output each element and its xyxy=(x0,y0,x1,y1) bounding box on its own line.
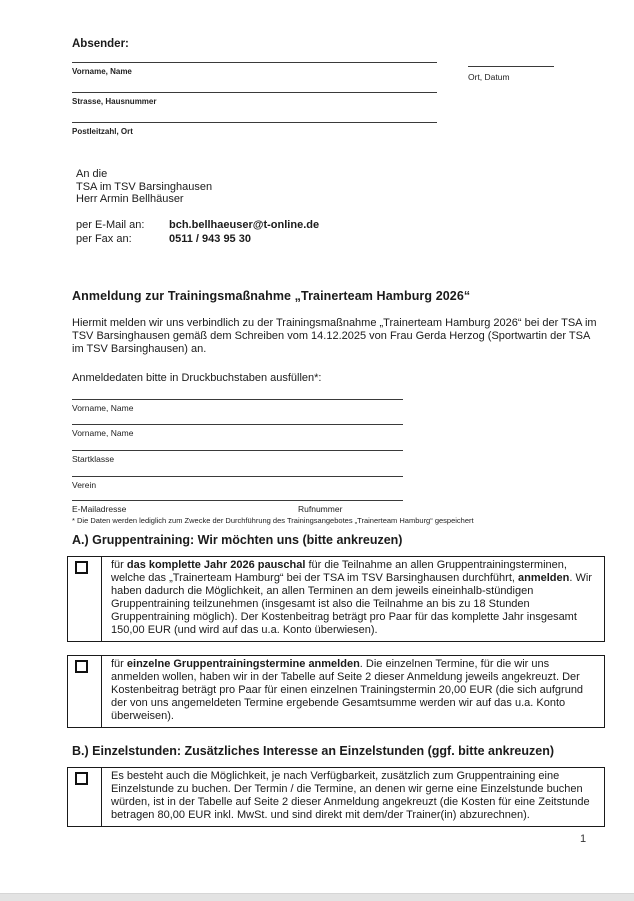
sender-city-line xyxy=(72,122,437,123)
private-lessons-checkbox[interactable] xyxy=(75,772,88,785)
single-dates-checkbox[interactable] xyxy=(75,660,88,673)
contact-block xyxy=(76,219,319,246)
recipient-line: Herr Armin Bellhäuser xyxy=(76,193,184,205)
place-date-line xyxy=(468,66,554,67)
sender-city-label: Postleitzahl, Ort xyxy=(72,127,133,136)
checkbox-cell xyxy=(68,768,102,826)
sender-heading: Absender: xyxy=(72,38,129,50)
section-b-heading: B.) Einzelstunden: Zusätzliches Interesse an Einzelstunden (ggf. bitte ankreuzen) xyxy=(72,744,555,758)
document-title: Anmeldung zur Trainingsmaßnahme „Trainerteam Hamburg 2026“ xyxy=(72,289,471,303)
email-label: per E-Mail an: xyxy=(76,219,145,231)
sender-name-line xyxy=(72,62,437,63)
form-instruction: Anmeldedaten bitte in Druckbuchstaben ausfüllen*: xyxy=(72,372,322,384)
field-label-3: Startklasse xyxy=(72,454,115,464)
option-private-lessons xyxy=(67,767,605,827)
checkbox-cell xyxy=(68,557,102,641)
field-line-5 xyxy=(72,500,403,501)
email-value: bch.bellhaeuser@t-online.de xyxy=(169,219,320,231)
checkbox-cell xyxy=(68,656,102,727)
contact-fax-row xyxy=(76,233,319,247)
option-full-year-text: für das komplette Jahr 2026 pauschal für die Teilnahme an allen Gruppentrainingsterminen, welche das „Trainerteam Hamburg“ bei der TSA im TSV Barsinghausen durchführt, anmelden. Wir haben dadurch die Möglichkeit, an allen Terminen an dem jeweils eineinhalb-stündigen Gruppentraining teilzunehmen (insgesamt ist also die Teilnahme an bis zu 18 Stunden Gruppentraining möglich). Der Kostenbeitrag beträgt pro Paar für das komplette Jahr insgesamt 150,00 EUR (und wird auf das u.a. Konto überwiesen). xyxy=(111,559,592,636)
viewer-edge xyxy=(0,893,634,901)
contact-email-row xyxy=(76,219,319,233)
field-label-1: Vorname, Name xyxy=(72,403,134,413)
field-label-4: Verein xyxy=(72,480,97,490)
field-label-phone: Rufnummer xyxy=(298,504,343,514)
field-line-2 xyxy=(72,424,403,425)
option-single-dates-text: für einzelne Gruppentrainingstermine anmelden. Die einzelnen Termine, für die wir uns anmelden wollen, haben wir in der Tabelle auf Seite 2 dieser Anmeldung jeweils angekreuzt. Der Kostenbeitrag beträgt pro Paar für einen einzelnen Trainingstermin 20,00 EUR (die sich aufgrund der von uns angemeldeten Termine ergebende Gesamtsumme werden wir auf das u.a. Konto überweisen). xyxy=(111,658,584,722)
field-label-email: E-Mailadresse xyxy=(72,504,127,514)
page-number: 1 xyxy=(580,833,587,845)
sender-name-label: Vorname, Name xyxy=(72,67,132,76)
full-year-checkbox[interactable] xyxy=(75,561,88,574)
option-single-dates xyxy=(67,655,605,728)
recipient-line: TSA im TSV Barsinghausen xyxy=(76,180,213,193)
option-private-lessons-text: Es besteht auch die Möglichkeit, je nach Verfügbarkeit, zusätzlich zum Gruppentraining eine Einzelstunde zu buchen. Der Termin / die Termine, an denen wir gerne eine Einzelstunde buchen würden, ist in der Tabelle auf Seite 2 dieser Anmeldung angekreuzt (die Kosten für eine Zeitstunde betragen 80,00 EUR inkl. MwSt. und sind direkt mit dem/der Trainer(in) abzurechnen). xyxy=(111,770,590,821)
recipient-line: An die xyxy=(76,168,108,180)
field-label-2: Vorname, Name xyxy=(72,428,134,438)
field-line-4 xyxy=(72,476,403,477)
place-date-label: Ort, Datum xyxy=(468,72,510,82)
fax-value: 0511 / 943 95 30 xyxy=(169,232,251,245)
fax-label: per Fax an: xyxy=(76,232,132,245)
section-a-heading: A.) Gruppentraining: Wir möchten uns (bitte ankreuzen) xyxy=(72,533,403,547)
intro-paragraph: Hiermit melden wir uns verbindlich zu der Trainingsmaßnahme „Trainerteam Hamburg 2026“ bei der TSA im TSV Barsinghausen gemäß dem Schreiben vom 14.12.2025 von Frau Gerda Herzog (Sportwartin der TSA im TSV Barsinghausen) an. xyxy=(72,317,597,355)
field-line-3 xyxy=(72,450,403,451)
option-full-year xyxy=(67,556,605,642)
recipient-block xyxy=(76,168,212,206)
privacy-footnote: * Die Daten werden lediglich zum Zwecke der Durchführung des Trainingsangebotes „Trainerteam Hamburg“ gespeichert xyxy=(72,516,474,525)
sender-street-line xyxy=(72,92,437,93)
sender-street-label: Strasse, Hausnummer xyxy=(72,97,157,106)
field-line-1 xyxy=(72,399,403,400)
